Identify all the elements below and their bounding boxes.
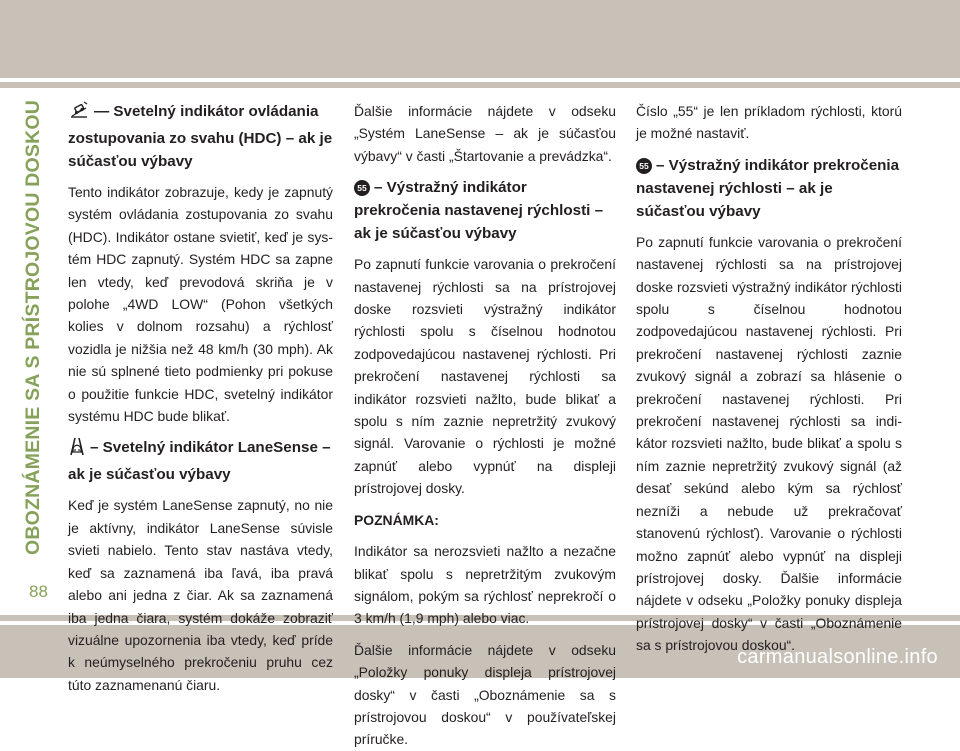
speed-warning-heading-text-2: – Výstražný indikátor prekročenia nastavenej rýchlosti – ak je súčasťou výbavy xyxy=(636,156,900,220)
note-heading: POZNÁMKA: xyxy=(354,511,439,528)
speed-warning-body: Po zapnutí funkcie varovania o prekročení nastavenej rýchlosti sa na prístrojovej doske rozsvieti výstražný indikátor rýchlosti spolu s číselnou hodnotou zodpovedajúcou nastavenej rýchlosti. Pri prekročení nastavenej rýchlosti sa indikátor rozsvieti nažlto, bude blikať a spolu s ním zaznie nepretržitý zvukový signál. Varovanie o rýchlosti je možné zapnúť alebo vypnúť na displeji prístrojovej dosky. xyxy=(354,256,616,497)
speed-warning-heading-text: – Výstražný indikátor prekročenia nastavenej rýchlosti – ak je súčasťou výbavy xyxy=(354,179,604,243)
lanesense-icon xyxy=(68,436,86,463)
page-number: 88 xyxy=(29,582,48,601)
column-1 xyxy=(68,100,333,696)
speed-warning-heading xyxy=(354,176,616,245)
column-2 xyxy=(354,100,616,751)
lanesense-heading xyxy=(68,436,333,486)
hdc-body: Tento indikátor zobrazuje, kedy je zapnutý systém ovládania zostupovania zo svahu (HDC). Indikátor ostane svietiť, keď je systém HDC zapnutý. Systém HDC sa zapne len vtedy, keď prevodová skriňa je v polohe „4WD LOW“ (Pohon všetkých kolies v dolnom rozsahu) a rýchlosť vozidla je nižšia než 48 km/h (30 mph). Ak nie sú splnené tieto podmienky pri pokuse o použitie funkcie HDC, svetelný indikátor systému HDC bude blikať. xyxy=(68,184,333,425)
speed-warning-body-2: Po zapnutí funkcie varovania o prekročení nastavenej rýchlosti sa na prístrojovej doske rozsvieti výstražný indikátor rýchlosti spolu s číselnou hodnotou zodpovedajúcou nastavenej rýchlosti. Pri prekročení nastavenej rýchlosti zaznie zvukový signál a zobrazí sa hlásenie o prekročení nastavenej rýchlosti. Pri prekročení nastavenej rýchlosti sa indikátor rozsvieti nažlto, bude blikať a spolu s ním zaznie nepretržitý zvukový signál (až desať sekúnd alebo kým sa rýchlosť nezníži a nebude už prekračovať stanovenú rýchlosť). Varovanie o rýchlosti možno zapnúť alebo vypnúť na displeji prístrojovej dosky. Ďalšie informácie nájdete v odseku „Položky ponuky displeja prístrojovej dosky“ v časti „Oboznámenie sa s prístrojovou doskou“. xyxy=(636,233,902,654)
speed-warning-icon-2: 55 xyxy=(636,158,652,174)
hdc-heading xyxy=(68,100,333,173)
lanesense-reference: Ďalšie informácie nájdete v odseku „Systém LaneSense – ak je súčasťou výbavy“ v časti „Štartovanie a prevádzka“. xyxy=(354,103,616,164)
hill-descent-icon xyxy=(68,100,90,127)
top-rule xyxy=(0,78,960,82)
lanesense-body: Keď je systém LaneSense zapnutý, no nie je aktívny, indikátor LaneSense súvisle svieti nabielo. Tento stav nastáva vtedy, keď sa zaznamená iba ľavá, iba pravá alebo ani jedna z čiar. Ak sa zaznamená iba jedna čiara, systém dokáže zobraziť vizuálne upozornenia iba vtedy, keď príde k neúmyselného prekročeniu pruhu cez túto zaznamenanú čiaru. xyxy=(68,497,333,693)
speed-warning-heading-2 xyxy=(636,154,902,223)
section-side-title: OBOZNÁMENIE SA S PRÍSTROJOVOU DOSKOU xyxy=(22,99,44,555)
more-info: Ďalšie informácie nájdete v odseku „Položky ponuky displeja prístrojovej dosky“ v časti „Oboznámenie sa s prístrojovou doskou“ v používateľskej príručke. xyxy=(354,641,616,748)
note-body: Indikátor sa nerozsvieti nažlto a nezačne blikať spolu s nepretržitým zvukovým signálom, pokým sa rýchlosť neprekročí o 3 km/h (1,9 mph) alebo viac. xyxy=(354,543,616,627)
top-band xyxy=(0,0,960,88)
watermark: carmanualsonline.info xyxy=(737,646,938,668)
hdc-heading-text: — Svetelný indikátor ovládania zostupovania zo svahu (HDC) – ak je súčasťou výbavy xyxy=(68,103,333,170)
speed-warning-icon: 55 xyxy=(354,180,370,196)
column-3 xyxy=(636,100,902,657)
speed-example-note: Číslo „55“ je len príkladom rýchlosti, ktorú je možné nastaviť. xyxy=(636,103,902,142)
lanesense-heading-text: – Svetelný indikátor LaneSense – ak je súčasťou výbavy xyxy=(68,439,331,484)
